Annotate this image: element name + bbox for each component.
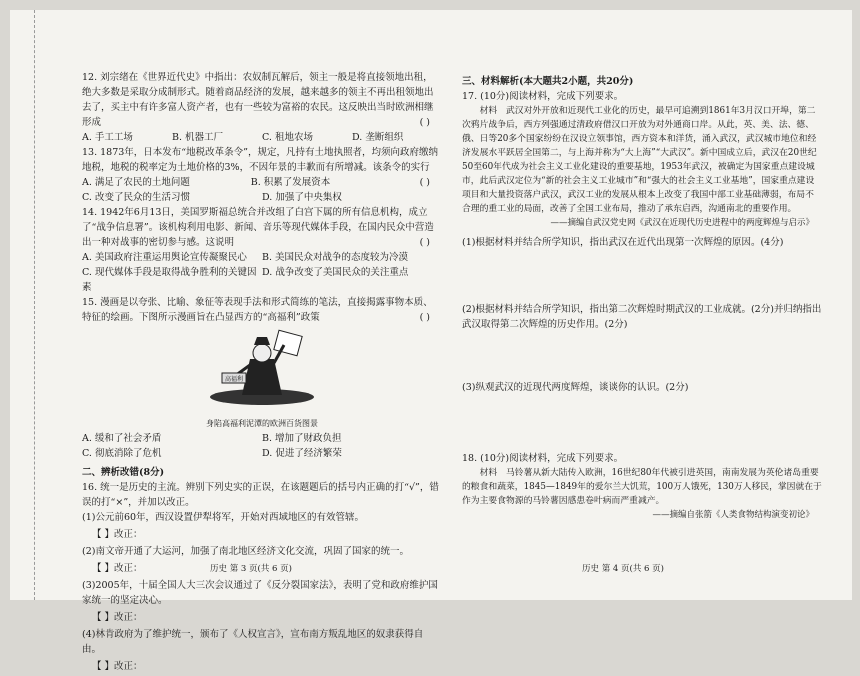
question-15-options-row2: [82, 446, 442, 461]
answer-paren: ( ): [419, 237, 430, 248]
q16-item-3: (3)2005年，十届全国人大三次会议通过了《反分裂国家法》，表明了党和政府维护国家统一的坚定决心。: [82, 580, 438, 606]
question-15-stem: 15. 漫画是以夸张、比喻、象征等表现手法和形式简练的笔法，直接揭露事物本质、特征的绘画。下图所示漫画旨在凸显西方的“高福利”政策: [82, 297, 433, 323]
option-a: A. 缓和了社会矛盾: [82, 433, 162, 444]
page-3: [82, 70, 442, 676]
question-14-options-row2: [82, 265, 442, 295]
option-c: C. 改变了民众的生活习惯: [82, 192, 190, 203]
correction-line[interactable]: [92, 527, 442, 542]
page-4: [462, 70, 822, 523]
question-17-sub-1: (1)根据材料并结合所学知识，指出武汉在近代出现第一次辉煌的原因。(4分): [462, 237, 784, 248]
answer-space[interactable]: [462, 332, 822, 376]
question-15-options: [82, 431, 442, 446]
question-17-sub-2: (2)根据材料并结合所学知识，指出第二次辉煌时期武汉的工业成就。(2分)并归纳指出武汉取得第二次辉煌的历史作用。(2分): [462, 304, 822, 330]
question-12-options: [82, 130, 442, 145]
option-a: A. 满足了农民的土地问题: [82, 177, 190, 188]
option-b: B. 增加了财政负担: [262, 433, 342, 444]
cartoon-caption: 身陷高福利泥潭的欧洲百货图景: [206, 419, 318, 428]
option-b: B. 美国民众对战争的态度较为冷漠: [262, 252, 409, 263]
question-13-options-row2: [82, 190, 442, 205]
question-17-source: ——摘编自武汉党史网《武汉在近现代历史进程中的两度辉煌与启示》: [550, 218, 814, 228]
question-14: [82, 205, 442, 250]
question-16-stem: 16. 统一是历史的主流。辨别下列史实的正误，在该题题后的括号内正确的打“√”，错误的打“×”，并加以改正。: [82, 482, 439, 508]
option-d: D. 垄断组织: [352, 132, 404, 143]
option-b: B. 机器工厂: [172, 132, 224, 143]
section-3-title: 三、材料解析(本大题共2小题，共20分): [462, 76, 634, 87]
question-13-stem: 13. 1873年，日本发布“地税改革条令”，规定，凡持有土地执照者，均须向政府缴纳地税，地税的税率定为土地价格的3%，不因年景的丰歉而有所增减。该条令的实行: [82, 147, 439, 173]
question-14-options: [82, 250, 442, 265]
option-c: C. 彻底消除了危机: [82, 448, 162, 459]
correction-label: 【 】改正：: [92, 563, 143, 574]
answer-paren: ( ): [419, 177, 430, 188]
question-12-stem: 12. 刘宗绪在《世界近代史》中指出：农奴制瓦解后，领主一般是将直接领地出租，绝大多数是采取分成制形式。随着商品经济的发展，越来越多的领主不再出租领地出去了，买主中有许多富人资产者，也有一些较为富裕的农民。这反映出当时欧洲相继形成: [82, 72, 434, 128]
binding-margin-line: [34, 10, 36, 600]
question-12: [82, 70, 442, 130]
page-4-footer: 历史 第 4 页(共 6 页): [582, 564, 664, 574]
section-2-title: 二、辨析改错(8分): [82, 467, 165, 478]
correction-label: 【 】改正：: [92, 612, 143, 623]
question-14-stem: 14. 1942年6月13日，美国罗斯福总统合并改组了白宫下属的所有信息机构，成立了“战争信息署”。该机构利用电影、新闻、音乐等现代媒体手段，在国内民众中营造出一种对战事的密切参与感。这说明: [82, 207, 434, 248]
correction-line[interactable]: [92, 610, 442, 625]
q16-item-2: (2)南文帝开通了大运河，加强了南北地区经济文化交流，巩固了国家的统一。: [82, 546, 409, 557]
question-17-stem: 17. (10分)阅读材料，完成下列要求。: [462, 91, 624, 102]
correction-line[interactable]: [92, 659, 442, 674]
option-c: C. 现代媒体手段是取得战争胜利的关键因素: [82, 267, 257, 293]
option-c: C. 租地农场: [262, 132, 313, 143]
option-d: D. 促进了经济繁荣: [262, 448, 342, 459]
answer-space[interactable]: [462, 395, 822, 451]
answer-space[interactable]: [462, 250, 822, 298]
question-18-stem: 18. (10分)阅读材料，完成下列要求。: [462, 453, 624, 464]
page-3-footer: 历史 第 3 页(共 6 页): [210, 564, 292, 574]
cartoon-label: 高福利: [224, 376, 244, 383]
answer-paren: ( ): [419, 117, 430, 128]
welfare-cartoon-image: [192, 329, 332, 407]
correction-label: 【 】改正：: [92, 529, 143, 540]
question-17-sub-3: (3)纵观武汉的近现代两度辉煌，谈谈你的认识。(2分): [462, 382, 689, 393]
option-d: D. 加强了中央集权: [262, 192, 342, 203]
q16-item-1: (1)公元前60年，西汉设置伊犁将军，开始对西域地区的有效管辖。: [82, 512, 365, 523]
option-b: B. 积累了发展资本: [250, 177, 331, 188]
option-a: A. 手工工场: [82, 132, 133, 143]
correction-label: 【 】改正：: [92, 661, 143, 672]
option-d: D. 战争改变了美国民众的关注重点: [262, 267, 409, 278]
question-17-material: 材料 武汉对外开放和近现代工业化的历史，最早可追溯到1861年3月汉口开埠，第二次鸦片战争后，西方列强通过清政府借汉口开放为对外通商口岸。从此，英、美、法、德、俄、日等20多个国家纷纷在汉设立领事馆，西方资本和洋货，涌入武汉，武汉城市地位和经济发展水平跃居全国第二，与上海并称为“大上海”“大武汉”。新中国成立后，武汉在20世纪50至60年代成为社会主义工业化建设的重要基地，1953年武汉，被确定为国家重点建设城市，此后武汉定位为“新的社会主义工业城市”和“强大的社会主义工业基地”，国家重点建设项目和大量投资落户武汉，武汉工业的发展从根本上改变了我国中部工业基础薄弱，布局不合理的重工业的局面，改善了全国工业布局，推动了承东启西，沟通南北的重要作用。: [462, 106, 817, 214]
q16-item-4: (4)林肯政府为了维护统一，颁布了《人权宣言》，宣布南方叛乱地区的奴隶获得自由。: [82, 629, 424, 655]
question-18-source: ——摘编自张箭《人类食物结构演变初论》: [652, 510, 814, 520]
question-15: [82, 295, 442, 325]
question-18-material: 材料 马铃薯从新大陆传入欧洲，16世纪80年代被引进英国，南南发展为英伦诸岛重要的粮食和蔬菜，1845—1849年的爱尔兰大饥荒，100万人饿死，130万人移民，掌因就在于作为主要食物源的马铃薯因感患卷叶病而严重减产。: [462, 468, 822, 506]
answer-paren: ( ): [419, 312, 430, 323]
exam-sheet: [10, 10, 852, 672]
question-13-options: [82, 175, 420, 190]
option-a: A. 美国政府注重运用舆论宣传凝聚民心: [82, 252, 247, 263]
